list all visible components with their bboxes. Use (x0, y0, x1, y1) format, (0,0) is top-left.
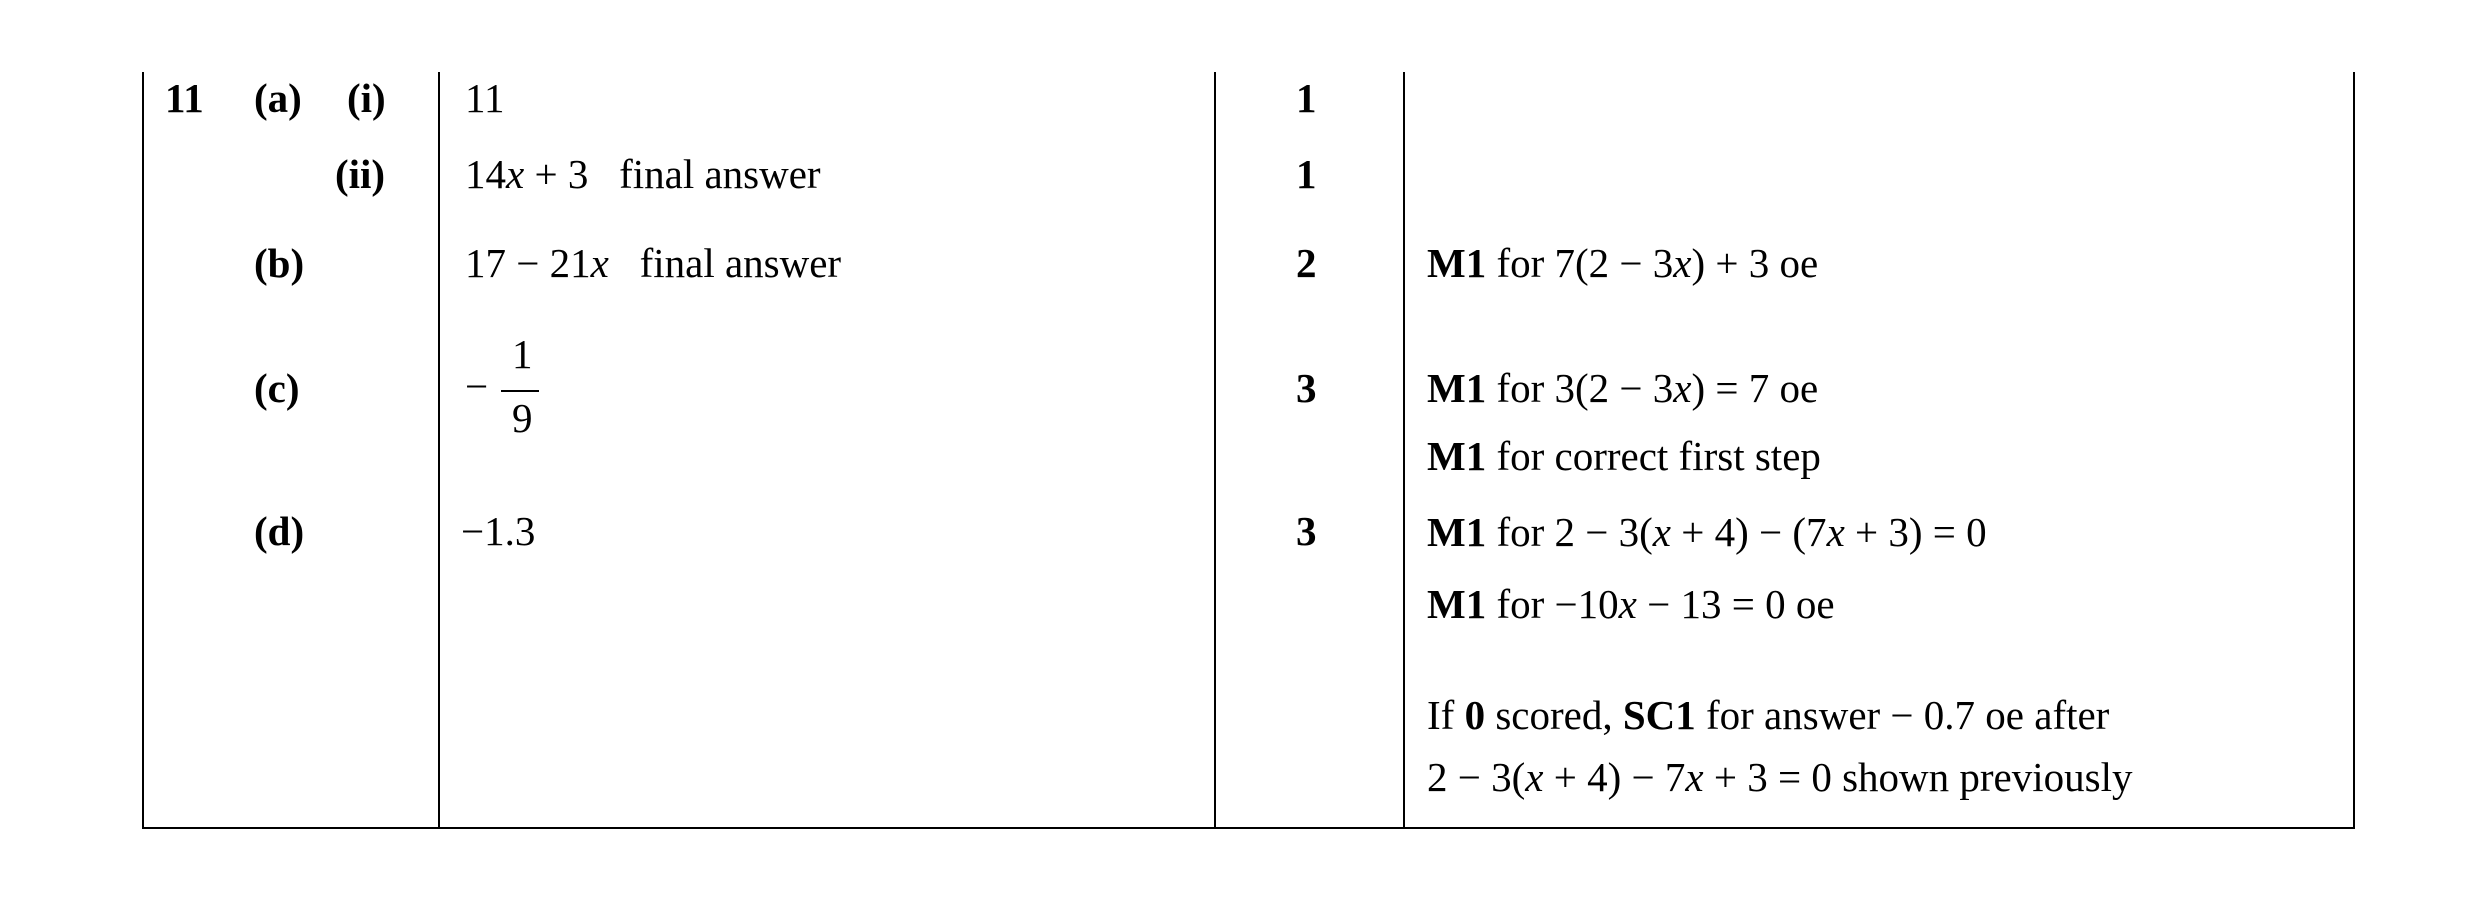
special-case-line2-mid: + 4) − 7 (1543, 754, 1686, 800)
guidance-d-m1b-label: M1 (1427, 581, 1487, 627)
guidance-d-m1-mid: + 4) − (7 (1671, 509, 1827, 555)
guidance-d-m1-var: x (1652, 509, 1671, 555)
subpart-i-label: (i) (347, 75, 386, 121)
special-case-line-2 (1427, 754, 2133, 800)
answer-a-ii (465, 151, 821, 197)
answer-a-ii-spacer (588, 151, 619, 197)
guidance-d-m1b-before: for −10 (1486, 581, 1619, 627)
special-case-line-1 (1427, 692, 2110, 738)
guidance-b-m1-after: ) + 3 oe (1691, 240, 1819, 286)
marks-c: 3 (1296, 365, 1317, 411)
answer-b (465, 240, 842, 286)
answer-c-fraction-bar (501, 390, 539, 392)
table-divider-marks (1403, 72, 1405, 828)
guidance-b-m1-var: x (1673, 240, 1692, 286)
guidance-d-m1-second (1427, 581, 1835, 627)
answer-c-denominator: 9 (512, 395, 533, 441)
part-b-label: (b) (254, 240, 305, 286)
guidance-c-m1b-text: for correct first step (1486, 433, 1821, 479)
answer-c-sign: − (465, 363, 489, 409)
table-right-border (2353, 72, 2355, 828)
guidance-d-m1-var2: x (1826, 509, 1845, 555)
special-case-middle: scored, (1485, 692, 1623, 738)
marks-b: 2 (1296, 240, 1317, 286)
special-case-line2-before: 2 − 3( (1427, 754, 1526, 800)
answer-a-ii-rest: + 3 (524, 151, 589, 197)
guidance-b-m1 (1427, 240, 1819, 286)
guidance-c-m1-second (1427, 433, 1821, 479)
guidance-c-m1-label: M1 (1427, 365, 1487, 411)
guidance-c-m1b-label: M1 (1427, 433, 1487, 479)
guidance-d-m1-before: for 2 − 3( (1486, 509, 1653, 555)
marks-a-i: 1 (1296, 75, 1317, 121)
table-divider-part (438, 72, 440, 828)
special-case-line2-var: x (1525, 754, 1544, 800)
marks-d: 3 (1296, 508, 1317, 554)
table-left-border (142, 72, 144, 828)
table-bottom-border (142, 827, 2355, 829)
special-case-sc-label: SC1 (1622, 692, 1696, 738)
special-case-line2-after: + 3 = 0 shown previously (1703, 754, 2133, 800)
guidance-c-m1-before: for 3(2 − 3 (1486, 365, 1674, 411)
part-a-label: (a) (254, 75, 302, 121)
answer-a-ii-var: x (506, 151, 525, 197)
answer-b-spacer (609, 240, 640, 286)
guidance-b-m1-before: for 7(2 − 3 (1486, 240, 1674, 286)
marks-a-ii: 1 (1296, 151, 1317, 197)
guidance-c-m1-var: x (1673, 365, 1692, 411)
special-case-prefix: If (1427, 692, 1465, 738)
answer-d: −1.3 (461, 508, 536, 554)
part-c-label: (c) (254, 365, 300, 411)
special-case-zero: 0 (1464, 692, 1486, 738)
guidance-d-m1-first (1427, 509, 1987, 555)
guidance-d-m1b-var: x (1618, 581, 1637, 627)
answer-a-ii-coef: 14 (465, 151, 506, 197)
answer-b-expr: 17 − 21 (465, 240, 591, 286)
guidance-c-m1-after: ) = 7 oe (1691, 365, 1819, 411)
guidance-b-m1-label: M1 (1427, 240, 1487, 286)
answer-b-var: x (590, 240, 609, 286)
answer-a-ii-note: final answer (619, 151, 821, 197)
special-case-line2-var2: x (1685, 754, 1704, 800)
question-number: 11 (165, 75, 204, 121)
special-case-suffix: for answer − 0.7 oe after (1695, 692, 2110, 738)
answer-c-numerator: 1 (512, 331, 533, 377)
answer-a-i: 11 (465, 75, 505, 121)
part-d-label: (d) (254, 508, 305, 554)
guidance-d-m1-after: + 3) = 0 (1844, 509, 1987, 555)
guidance-c-m1-first (1427, 365, 1819, 411)
guidance-d-m1-label: M1 (1427, 509, 1487, 555)
answer-b-note: final answer (639, 240, 842, 286)
guidance-d-m1b-after: − 13 = 0 oe (1636, 581, 1835, 627)
table-divider-answer (1214, 72, 1216, 828)
subpart-ii-label: (ii) (335, 151, 386, 197)
